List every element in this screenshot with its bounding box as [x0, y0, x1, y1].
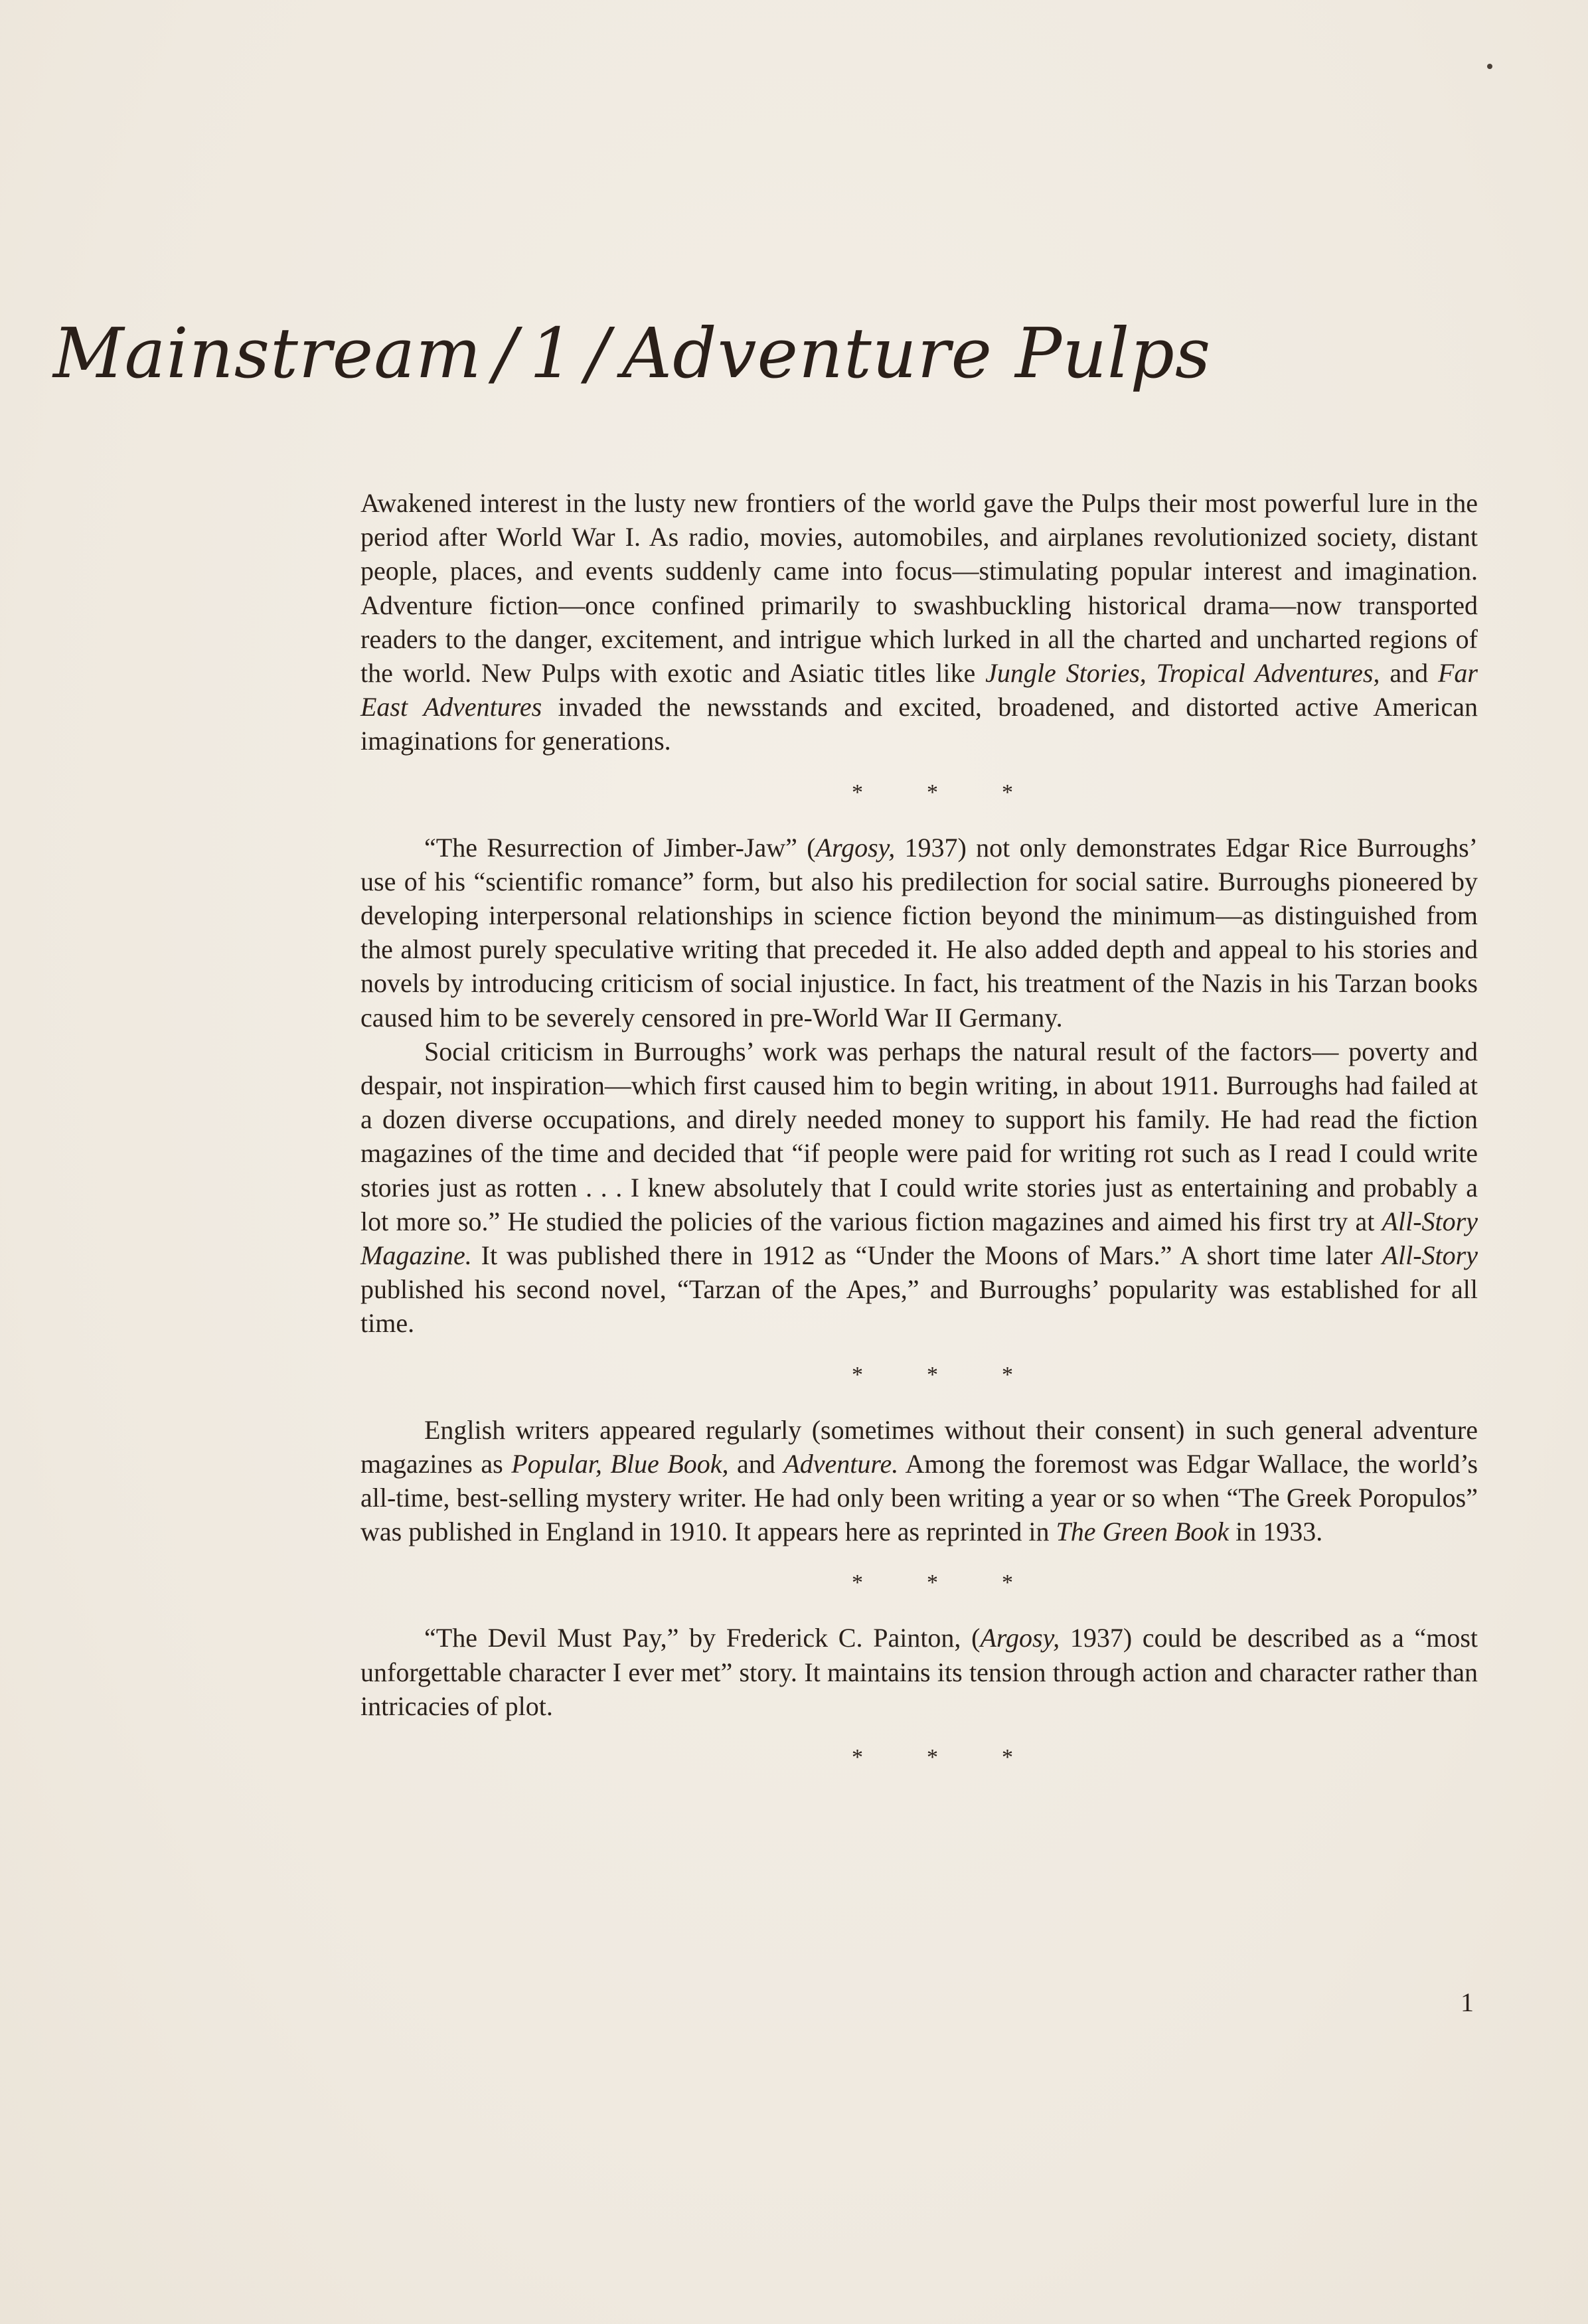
- magazine-title: Argosy,: [815, 832, 896, 863]
- title-separator: /: [586, 313, 611, 394]
- section-separator: * * *: [852, 780, 1013, 805]
- section-separator: * * *: [852, 1362, 1013, 1387]
- magazine-title: Argosy,: [980, 1623, 1060, 1653]
- magazine-title: Popular, Blue Book,: [511, 1448, 729, 1479]
- intro-paragraph: Awakened interest in the lusty new frontiers of the world gave the Pulps their most powerful lure in the period after World War I. As radio, movies, automobiles, and airplanes revolutionized society, distant people, places, and events suddenly came into focus—stimulating popular interest and imagination. Adventure fiction—once confined primarily to swashbuckling historical drama—now transported readers to the danger, excitement, and intrigue which lurked in all the charted and uncharted regions of the world. New Pulps with exotic and Asiatic titles like Jungle Stories, Tropical Adventures, and Far East Adventures invaded the newsstands and excited, broadened, and distorted active American imaginations for generations.: [360, 488, 1478, 756]
- burroughs-paragraph-2: Social criticism in Burroughs’ work was perhaps the natural result of the factors— poverty and despair, not inspiration—which first caused him to begin writing, in about 1911. Burroughs had failed at a dozen diverse occupations, and direly needed money to support his family. He had read the fiction magazines of the time and decided that “if people were paid for writing rot such as I read I could write stories just as rotten . . . I knew absolutely that I could write stories just as entertaining and probably a lot more so.” He studied the policies of the various fiction magazines and aimed his first try at All-Story Magazine. It was published there in 1912 as “Under the Moons of Mars.” A short time later All-Story published his second novel, “Tarzan of the Apes,” and Burroughs’ popularity was established for all time.: [360, 1036, 1478, 1339]
- painton-paragraph: “The Devil Must Pay,” by Frederick C. Painton, (Argosy, 1937) could be described as a “most unforgettable character I ever met” story. It maintains its tension through action and character rather than intricacies of plot.: [360, 1623, 1478, 1721]
- chapter-body: [360, 486, 1478, 1795]
- title-mainstream: Mainstream: [53, 313, 482, 394]
- burroughs-paragraph-1: “The Resurrection of Jimber-Jaw” (Argosy, 1937) not only demonstrates Edgar Rice Burroughs’ use of his “scientific romance” form, but also his predilection for social satire. Burroughs pioneered by developing interpersonal relationships in science fiction beyond the minimum—as distinguished from the almost purely speculative writing that preceded it. He also added depth and appeal to his stories and novels by introducing criticism of social injustice. In fact, his treatment of the Nazis in his Tarzan books caused him to be severely censored in pre-World War II Germany.: [360, 832, 1478, 1033]
- magazine-title: Jungle Stories, Tropical Adventures,: [985, 658, 1380, 689]
- section-separator: * * *: [852, 1570, 1013, 1596]
- chapter-title: [53, 313, 1212, 394]
- magazine-title: Far East Adventures: [360, 658, 1478, 722]
- chapter-number: 1: [529, 313, 574, 394]
- speck: [1487, 64, 1492, 69]
- title-adventure-pulps: Adventure Pulps: [622, 313, 1212, 394]
- wallace-paragraph: English writers appeared regularly (sometimes without their consent) in such general adventure magazines as Popular, Blue Book, and Adventure. Among the foremost was Edgar Wallace, the world’s all-time, best-selling mystery writer. He had only been writing a year or so when “The Greek Poropulos” was published in England in 1910. It appears here as reprinted in The Green Book in 1933.: [360, 1414, 1478, 1547]
- magazine-title: Adventure.: [783, 1448, 899, 1479]
- magazine-title: The Green Book: [1056, 1517, 1230, 1547]
- magazine-title: All-Story Magazine.: [360, 1206, 1478, 1271]
- title-separator: /: [493, 313, 518, 394]
- page-number: 1: [1461, 1987, 1474, 2017]
- magazine-title: All-Story: [1382, 1240, 1478, 1271]
- section-separator: * * *: [852, 1745, 1013, 1770]
